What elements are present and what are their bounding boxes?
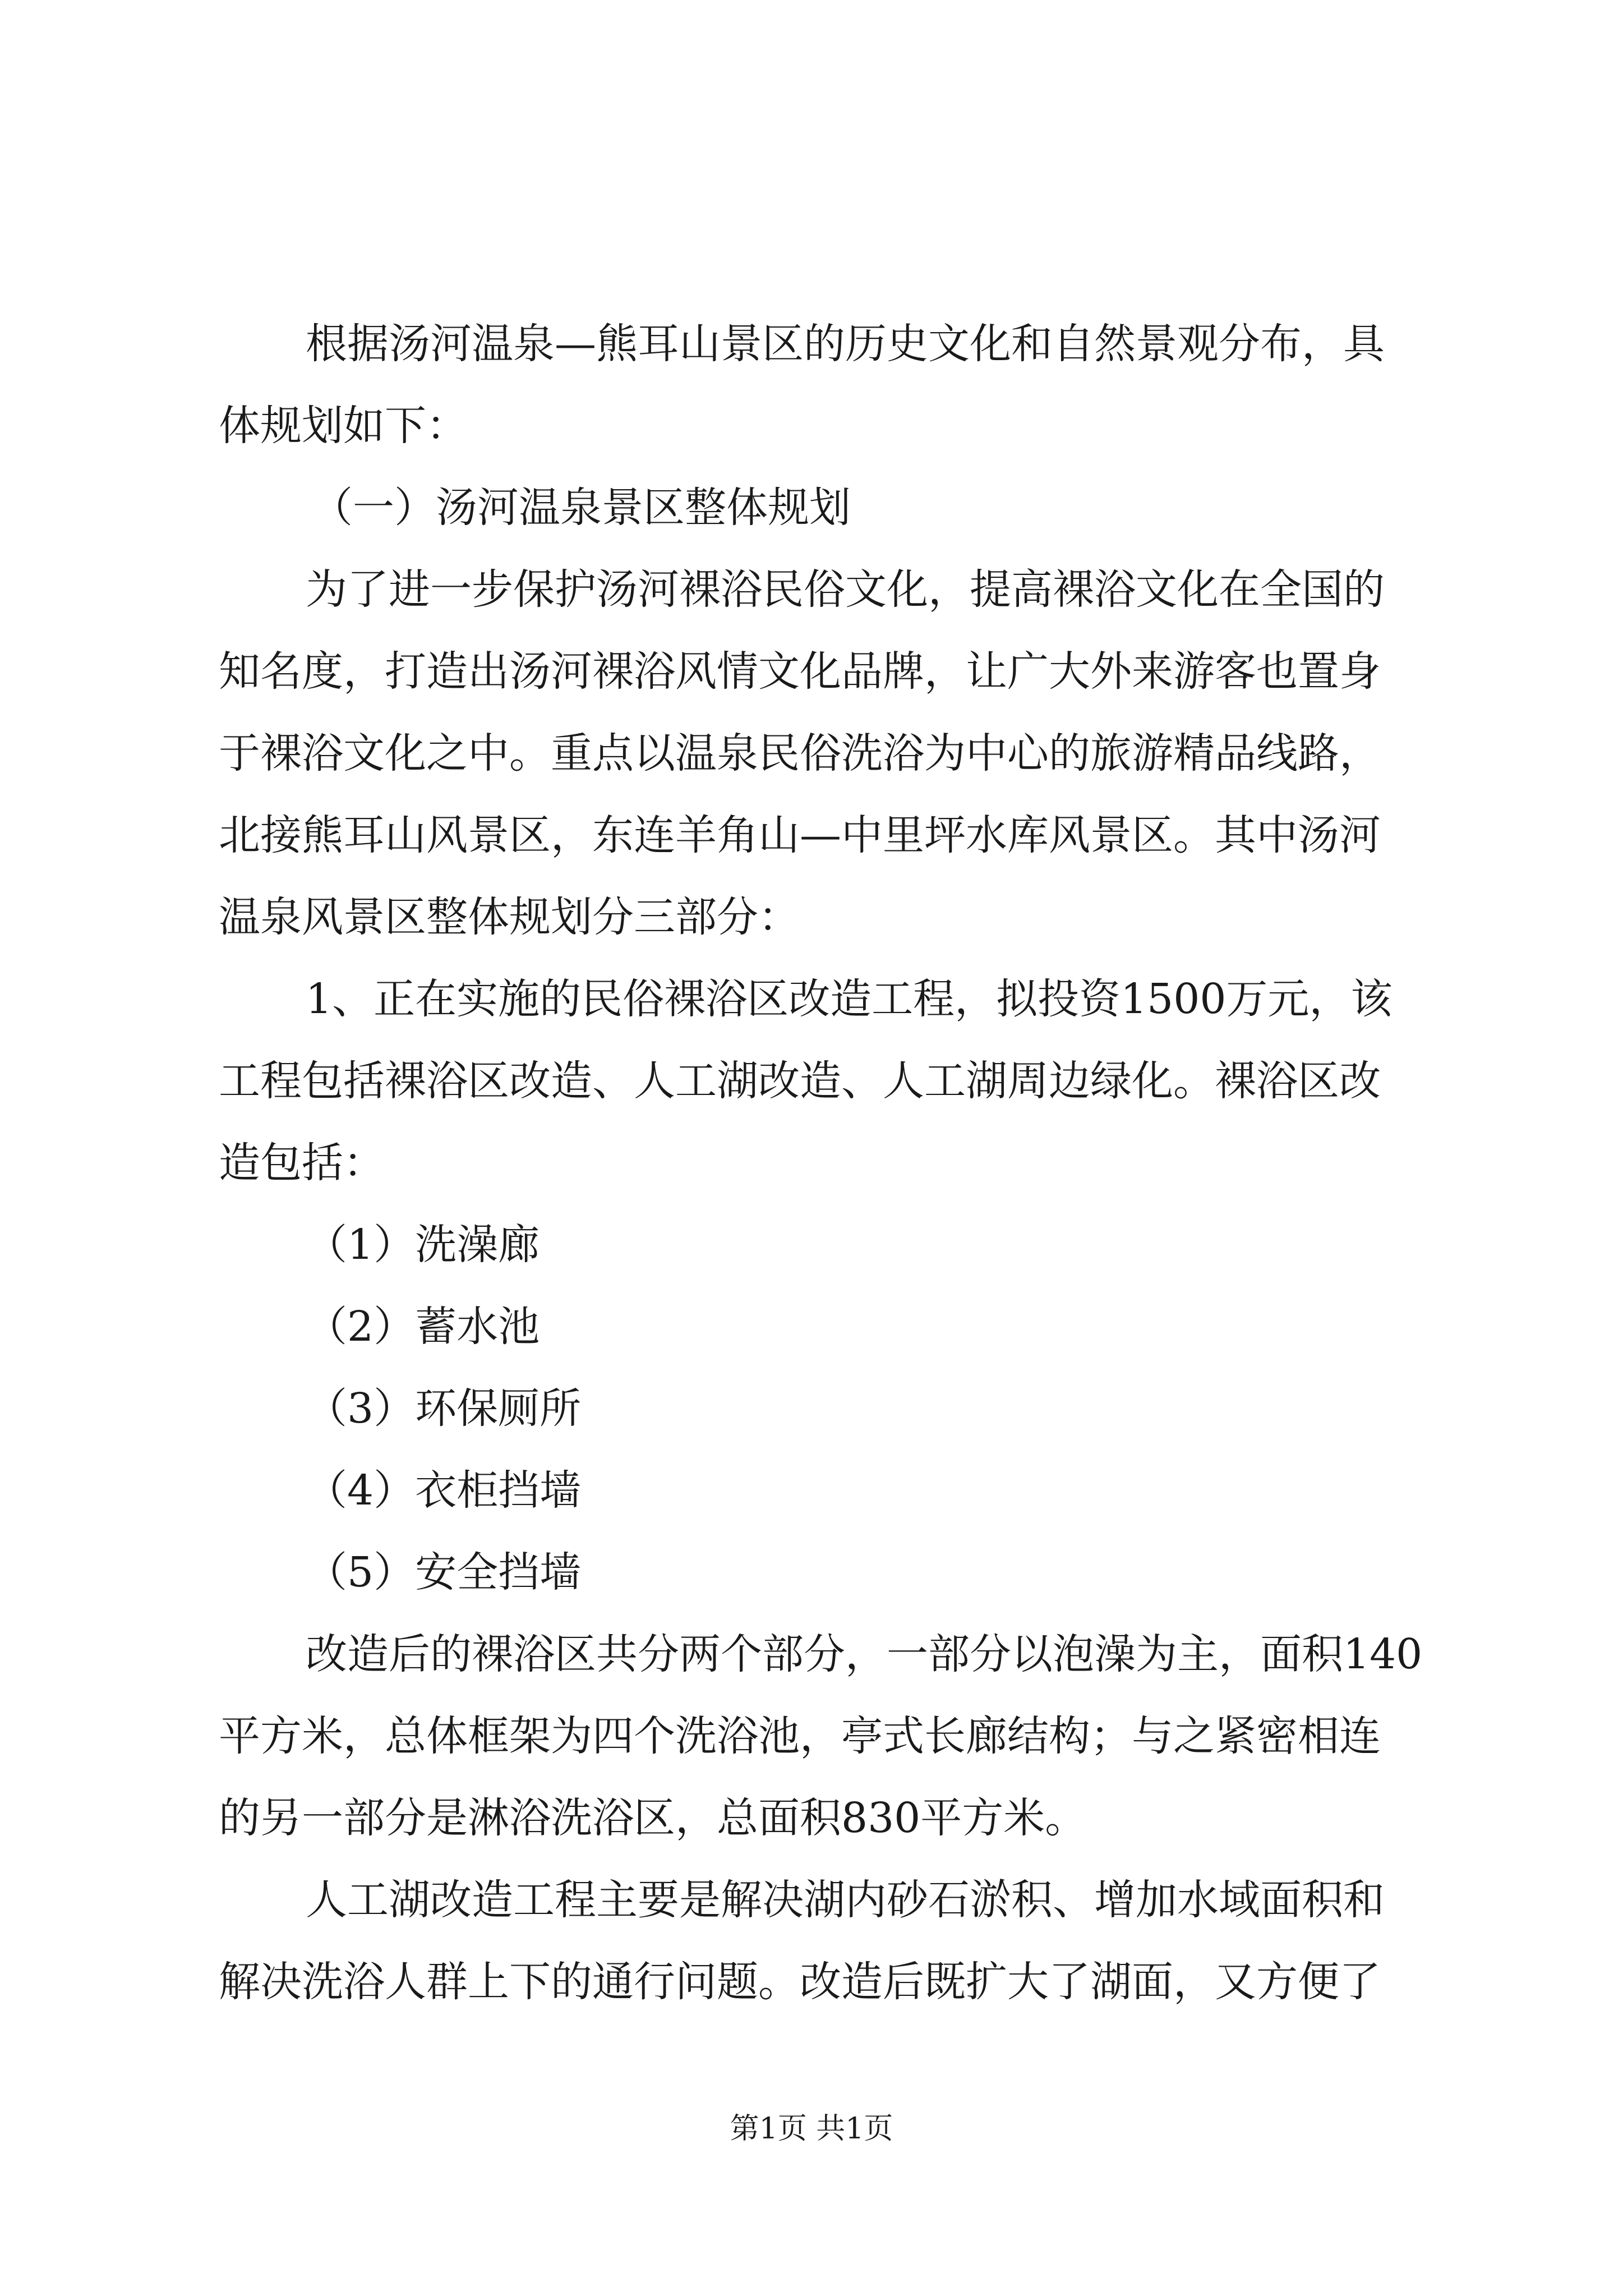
paragraph-line: 于裸浴文化之中。重点以温泉民俗洗浴为中心的旅游精品线路， — [219, 729, 1381, 777]
paragraph-line: 工程包括裸浴区改造、人工湖改造、人工湖周边绿化。裸浴区改 — [219, 1057, 1381, 1105]
paragraph-line: 人工湖改造工程主要是解决湖内砂石淤积、增加水域面积和 — [306, 1876, 1385, 1924]
paragraph-line: 解决洗浴人群上下的通行问题。改造后既扩大了湖面，又方便了 — [219, 1958, 1381, 2006]
list-item: （1）洗澡廊 — [306, 1221, 540, 1269]
paragraph-line: 体规划如下： — [219, 402, 468, 450]
list-item: （5）安全挡墙 — [306, 1548, 582, 1596]
page-footer: 第1页 共1页 — [730, 2112, 893, 2146]
document-body — [219, 303, 1424, 2023]
paragraph-line: 知名度，打造出汤河裸浴风情文化品牌，让广大外来游客也置身 — [219, 647, 1381, 696]
list-item: （2）蓄水池 — [306, 1303, 540, 1351]
list-item: （4）衣柜挡墙 — [306, 1466, 582, 1515]
section-heading: （一）汤河温泉景区整体规划 — [311, 484, 851, 532]
paragraph-line: 北接熊耳山风景区，东连羊角山—中里坪水库风景区。其中汤河 — [219, 811, 1381, 859]
paragraph-line: 造包括： — [219, 1139, 385, 1187]
paragraph-line: 平方米，总体框架为四个洗浴池，亭式长廊结构；与之紧密相连 — [219, 1712, 1381, 1760]
paragraph-line: 根据汤河温泉—熊耳山景区的历史文化和自然景观分布，具 — [306, 320, 1385, 368]
paragraph-line: 为了进一步保护汤河裸浴民俗文化，提高裸浴文化在全国的 — [306, 565, 1385, 614]
paragraph-line: 的另一部分是淋浴洗浴区，总面积830平方米。 — [219, 1794, 1087, 1842]
paragraph-line: 1、正在实施的民俗裸浴区改造工程，拟投资1500万元，该 — [306, 975, 1393, 1023]
list-item: （3）环保厕所 — [306, 1384, 582, 1433]
paragraph-line: 温泉风景区整体规划分三部分： — [219, 893, 800, 941]
paragraph-line: 改造后的裸浴区共分两个部分，一部分以泡澡为主，面积140 — [306, 1630, 1423, 1678]
